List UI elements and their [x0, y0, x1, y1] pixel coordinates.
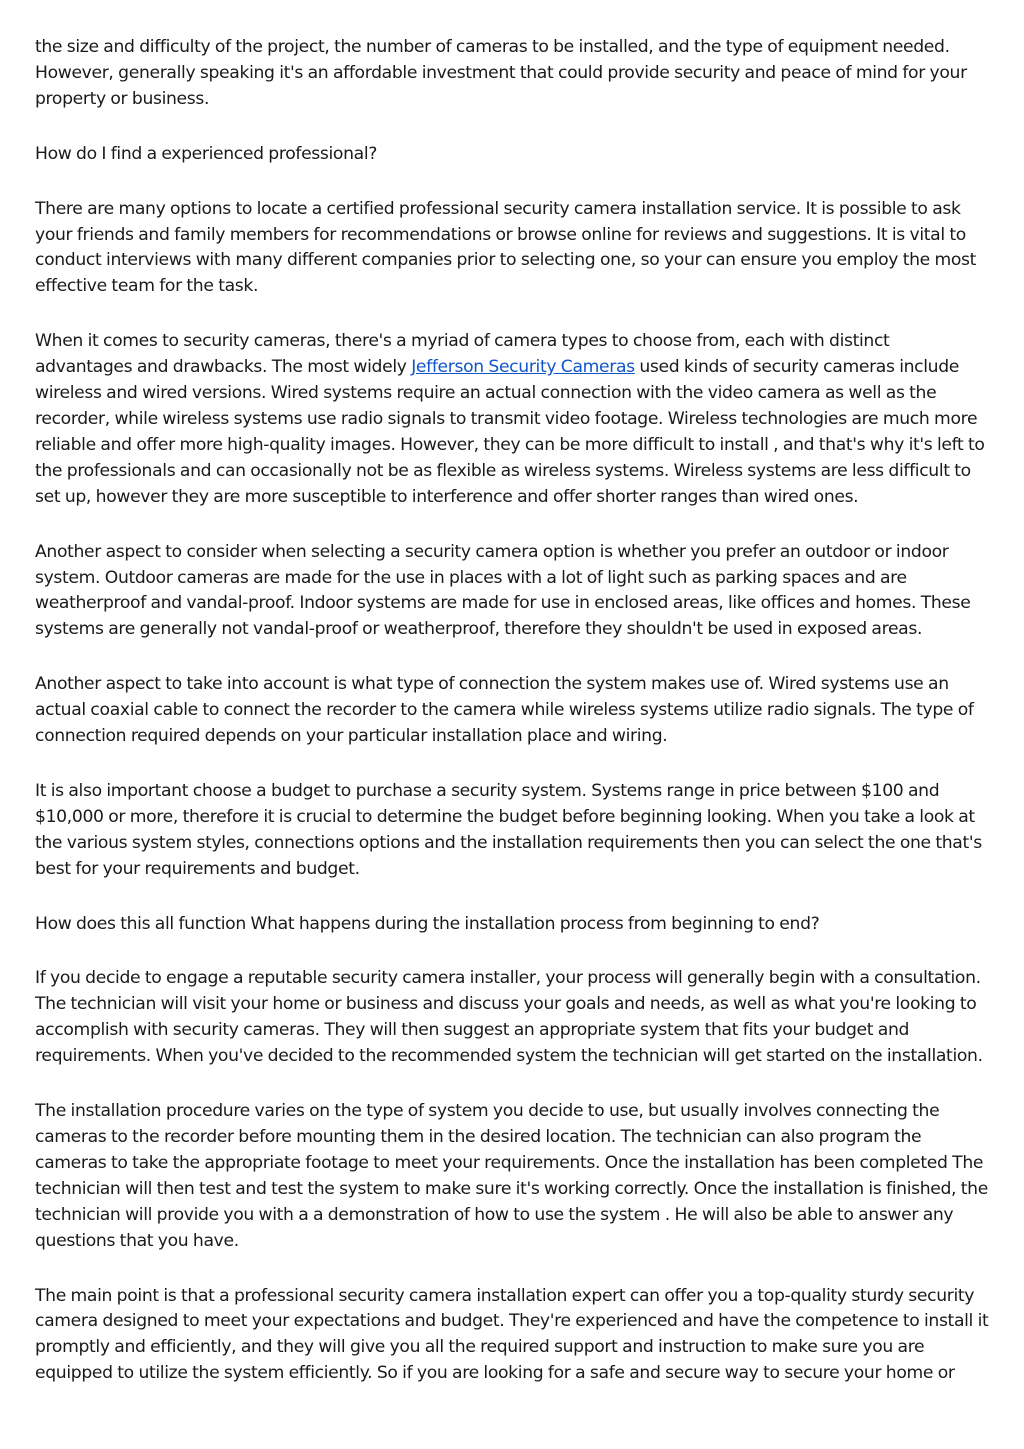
paragraph-consultation: If you decide to engage a reputable security camera installer, your process will generally begin with a consultation. The technician will visit your home or business and discuss your goals and needs, as well as what you're looking to accomplish with security cameras. They will then suggest an appropriate system that fits your budget and requirements. When you've decided to the recommended system the technician will get started on the installation. — [35, 968, 983, 1067]
paragraph-installation-procedure: The installation procedure varies on the type of system you decide to use, but usually involves connecting the cameras to the recorder before mounting them in the desired location. The technician can also program the cameras to take the appropriate footage to meet your requirements. Once the installation has been completed The technician will then test and test the system to make sure it's working correctly. Once the installation is finished, the technician will provide you with a a demonstration of how to use the system . He will also be able to answer any questions that you have. — [35, 1101, 988, 1251]
paragraph-find-professional-question: How do I find a experienced professional? — [35, 143, 378, 164]
camera-types-text-after: used kinds of security cameras include wireless and wired versions. Wired systems require an actual connection with the video camera as well as the recorder, while wireless systems use radio signals to transmit video footage. Wireless technologies are much more reliable and offer more high-quality images. However, they can be more difficult to install , and that's why it's left to the professionals and can occasionally not be as flexible as wireless systems. Wireless systems are less difficult to set up, however they are more susceptible to interference and offer shorter ranges than wired ones. — [35, 357, 985, 507]
paragraph-locate-service: There are many options to locate a certified professional security camera installation service. It is possible to ask your friends and family members for recommendations or browse online for reviews and suggestions. It is vital to conduct interviews with many different companies prior to selecting one, so your can ensure you employ the most effective team for the task. — [35, 198, 977, 297]
jefferson-security-cameras-link[interactable]: Jefferson Security Cameras — [411, 357, 635, 378]
paragraph-camera-types — [35, 329, 990, 510]
paragraph-outdoor-indoor: Another aspect to consider when selecting a security camera option is whether you prefer an outdoor or indoor system. Outdoor cameras are made for the use in places with a lot of light such as parking spaces and are weatherproof and vandal-proof. Indoor systems are made for use in enclosed areas, like offices and homes. These systems are generally not vandal-proof or weatherproof, therefore they shouldn't be used in exposed areas. — [35, 541, 971, 640]
paragraph-cost-summary: the size and difficulty of the project, the number of cameras to be installed, and the type of equipment needed. However, generally speaking it's an affordable investment that could provide security and peace of mind for your property or business. — [35, 37, 967, 109]
paragraph-connection-type: Another aspect to take into account is what type of connection the system makes use of. Wired systems use an actual coaxial cable to connect the recorder to the camera while wireless systems utilize radio signals. The type of connection required depends on your particular installation place and wiring. — [35, 674, 974, 747]
paragraph-budget: It is also important choose a budget to purchase a security system. Systems range in price between $100 and $10,000 or more, therefore it is crucial to determine the budget before beginning looking. When you take a look at the various system styles, connections options and the installation requirements then you can select the one that's best for your requirements and budget. — [35, 780, 982, 879]
camera-types-text-before: When it comes to security cameras, there's a myriad of camera types to choose from, each with distinct advantages and drawbacks. The most widely — [35, 331, 890, 378]
paragraph-main-point: The main point is that a professional security camera installation expert can offer you a top-quality sturdy security camera designed to meet your expectations and budget. They're experienced and have the competence to install it promptly and efficiently, and they will give you all the required support and instruction to make sure you are equipped to utilize the system efficiently. So if you are looking for a safe and secure way to secure your home or — [35, 1285, 989, 1384]
paragraph-process-question: How does this all function What happens during the installation process from beginning to end? — [35, 913, 820, 934]
